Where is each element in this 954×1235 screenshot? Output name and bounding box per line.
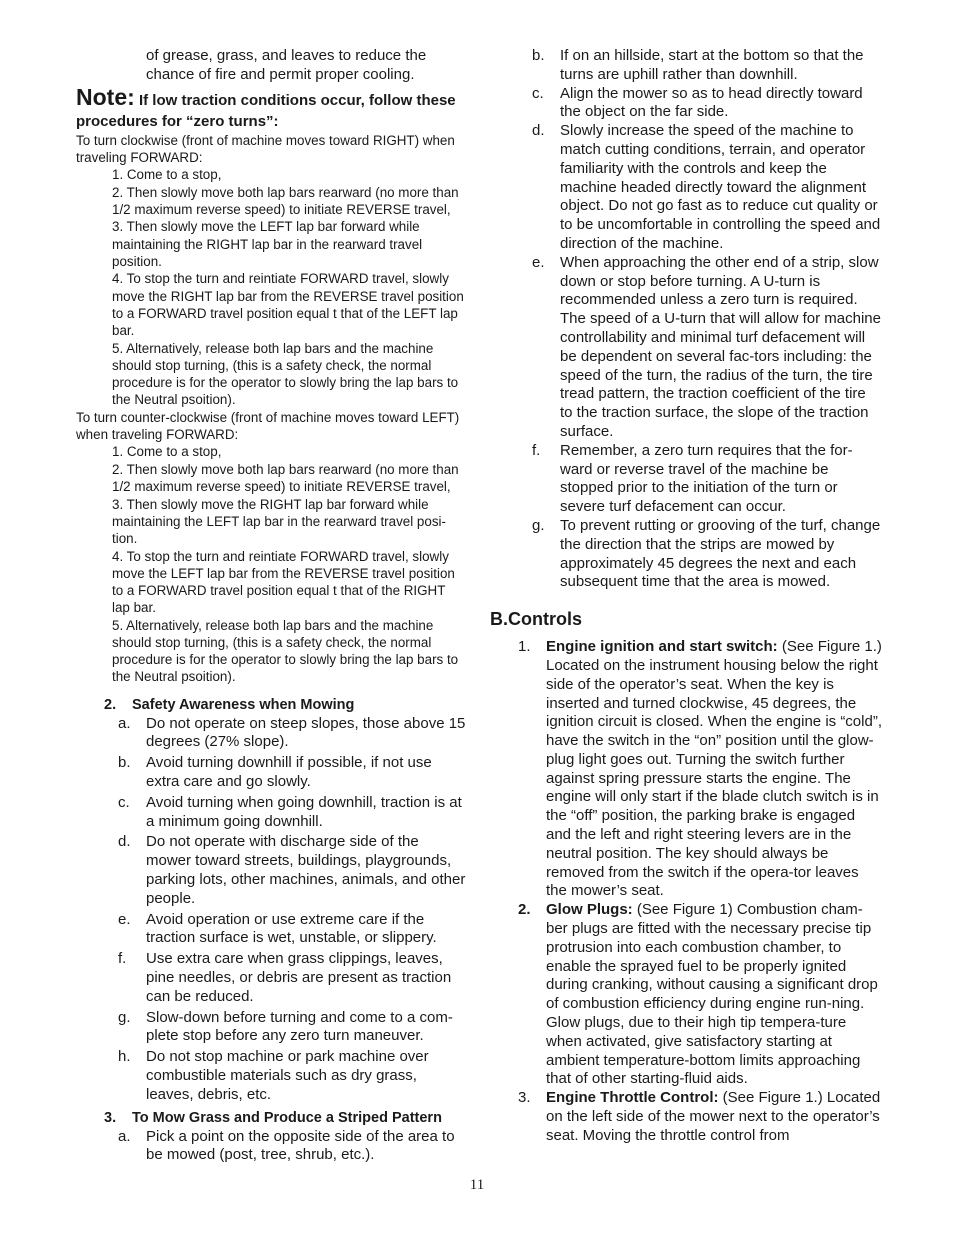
list-item: [118, 715, 466, 753]
continuation-text: of grease, grass, and leaves to reduce the chance of fire and permit proper cooling.: [146, 47, 427, 83]
note-text: If low traction conditions occur, follow these procedures for “zero turns”:: [76, 91, 456, 130]
list-item: [532, 47, 882, 85]
counter-clockwise-steps: [112, 443, 466, 685]
item-text: Slow-down before turning and come to a com-plete stop before any zero turn maneuver.: [146, 1008, 453, 1045]
item-label: a.: [118, 714, 131, 732]
item-text: Do not operate with discharge side of the mower toward streets, buildings, playgrounds, parking lots, other machines, animals, and other people.: [146, 833, 466, 907]
left-column: [76, 47, 466, 1167]
controls-heading: B.Controls: [490, 609, 582, 630]
item-number: 1.: [518, 638, 531, 656]
step-item: 1. Come to a stop,: [112, 444, 222, 460]
step-item: 1. Come to a stop,: [112, 167, 222, 182]
list-item: [118, 833, 466, 908]
clockwise-steps: [112, 166, 466, 408]
item-text: To prevent rutting or grooving of the turf, change the direction that the strips are mowed by approximately 45 degrees the next and each subsequent time that the area is mowed.: [560, 516, 881, 591]
item-label: c.: [118, 793, 130, 811]
section-number: 2.: [104, 696, 117, 713]
item-text: Do not stop machine or park machine over combustible materials such as dry grass, leaves, debris, etc.: [146, 1048, 429, 1103]
list-item: [118, 950, 466, 1006]
item-title: Engine ignition and start switch:: [546, 638, 778, 656]
section-number: 3.: [104, 1109, 117, 1126]
item-label: c.: [532, 84, 544, 102]
counter-clockwise-intro: To turn counter-clockwise (front of machine moves toward LEFT) when traveling FORWARD:: [76, 409, 460, 442]
list-item: [118, 794, 466, 832]
item-text: (See Figure 1.) Located on the instrument housing below the right side of the operator’s seat. When the key is inserted and turned clockwise, 45 degrees, the ignition circuit is closed. When the engine is “cold”, have the switch in the “on” position until the glow-plug light goes out. Turning the switch further against spring pressure starts the engine. The engine will only start if the blade clutch switch is in the “off” position, the parking brake is engaged and the left and right steering levers are in the neutral position. The key should always be removed from the switch if the opera-tor leaves the mower’s seat.: [546, 638, 882, 900]
step-item: 4. To stop the turn and reintiate FORWARD travel, slowly move the LEFT lap bar from the REVERSE travel position to a FORWARD travel position equal t that of the RIGHT lap bar.: [112, 548, 455, 616]
list-item: [118, 1128, 466, 1166]
item-text: Use extra care when grass clippings, leaves, pine needles, or debris are present as traction can be reduced.: [146, 950, 452, 1005]
item-text: When approaching the other end of a strip, slow down or stop before turning. A U-turn is recommended unless a zero turn is required. The speed of a U-turn that will allow for machine controllability and minimal turf defacement will be dependent on several fac-tors including: the speed of the turn, the radius of the turn, the tire tread pattern, the traction coefficient of the tire to the traction surface, the slope of the traction surface.: [560, 253, 881, 440]
list-item: [532, 254, 882, 442]
section-2-list: [118, 715, 466, 1105]
step-item: 2. Then slowly move both lap bars rearward (no more than 1/2 maximum reverse speed) to initiate REVERSE travel,: [112, 461, 459, 494]
page-number: 11: [469, 1177, 485, 1193]
item-text: Avoid turning downhill if possible, if not use extra care and go slowly.: [146, 754, 432, 790]
list-item: [118, 1009, 466, 1047]
section-title: Safety Awareness when Mowing: [132, 696, 355, 713]
list-item: [118, 911, 466, 949]
list-item: [532, 85, 882, 123]
note-label: Note:: [76, 83, 135, 110]
item-label: h.: [118, 1048, 131, 1066]
control-item: [518, 901, 882, 1089]
item-number: 2.: [518, 901, 531, 919]
section-2-heading: [104, 696, 466, 714]
list-item: [532, 442, 882, 517]
item-text: Avoid turning when going downhill, traction is at a minimum going downhill.: [146, 793, 462, 830]
item-label: f.: [118, 950, 127, 968]
step-item: 3. Then slowly move the LEFT lap bar forward while maintaining the RIGHT lap bar in the rearward travel position.: [112, 219, 423, 269]
step-item: 5. Alternatively, release both lap bars and the machine should stop turning, (this is a safety check, the normal procedure is for the operator to slowly bring the lap bars to the Neutral psoition).: [112, 617, 459, 685]
item-label: e.: [118, 910, 131, 928]
item-label: g.: [118, 1008, 131, 1026]
item-text: Do not operate on steep slopes, those above 15 degrees (27% slope).: [146, 714, 466, 751]
control-item: [518, 638, 882, 901]
step-item: 4. To stop the turn and reintiate FORWARD travel, slowly move the RIGHT lap bar from the REVERSE travel position to a FORWARD travel position equal t that of the LEFT lap bar.: [112, 271, 464, 338]
section-3-heading: [104, 1109, 466, 1127]
item-label: b.: [532, 47, 545, 64]
item-text: (See Figure 1.) Located on the left side of the mower next to the operator’s seat. Moving the throttle control from: [546, 1089, 881, 1144]
item-label: d.: [118, 833, 131, 851]
item-label: f.: [532, 441, 541, 459]
item-text: Slowly increase the speed of the machine to match cutting conditions, terrain, and operator familiarity with the controls and keep the machine headed directly toward the alignment object. Do not go fast as to reduce cut quality or to be uncomfortable in controlling the speed and direction of the machine.: [560, 122, 881, 252]
step-item: 2. Then slowly move both lap bars rearward (no more than 1/2 maximum reverse speed) to initiate REVERSE travel,: [112, 184, 459, 217]
item-text: Remember, a zero turn requires that the for-ward or reverse travel of the machine be stopped prior to the initiation of the turn or severe turf defacement can occur.: [560, 441, 853, 516]
clockwise-intro: To turn clockwise (front of machine moves toward RIGHT) when traveling FORWARD:: [76, 132, 455, 165]
section-3-list-continued: [532, 47, 882, 592]
item-label: a.: [118, 1127, 131, 1145]
item-label: b.: [118, 754, 131, 772]
list-item: [118, 1048, 466, 1104]
item-label: e.: [532, 253, 545, 271]
right-column: [490, 47, 882, 1146]
item-text: Avoid operation or use extreme care if the traction surface is wet, unstable, or slippery.: [146, 910, 437, 947]
item-number: 3.: [518, 1089, 531, 1107]
item-text: (See Figure 1) Combustion cham-ber plugs are fitted with the necessary precise tip protrusion into each combustion chamber, to enable the sprayed fuel to be properly ignited during cranking, without causing a significant drop of combustion efficiency during engine run-ning. Glow plugs, due to their high tip tempera-ture when activated, give satisfactory starting at ambient temperature-bottom limits approaching that of other starting-fluid aids.: [546, 901, 878, 1088]
control-item: [518, 1089, 882, 1145]
item-text: Pick a point on the opposite side of the area to be mowed (post, tree, shrub, etc.).: [146, 1127, 455, 1164]
item-label: g.: [532, 516, 545, 534]
item-text: If on an hillside, start at the bottom so that the turns are uphill rather than downhill.: [560, 47, 864, 83]
item-label: d.: [532, 122, 545, 140]
note-heading: [76, 83, 466, 132]
item-text: Align the mower so as to head directly toward the object on the far side.: [560, 84, 863, 121]
list-item: [118, 754, 466, 792]
step-item: 3. Then slowly move the RIGHT lap bar forward while maintaining the LEFT lap bar in the rearward travel posi-tion.: [112, 496, 446, 546]
list-item: [532, 122, 882, 254]
item-title: Glow Plugs:: [546, 901, 633, 919]
list-item: [532, 517, 882, 592]
step-item: 5. Alternatively, release both lap bars and the machine should stop turning, (this is a safety check, the normal procedure is for the operator to slowly bring the lap bars to the Neutral psoition).: [112, 340, 459, 408]
section-3-list: [118, 1128, 466, 1166]
item-title: Engine Throttle Control:: [546, 1089, 719, 1107]
section-title: To Mow Grass and Produce a Striped Pattern: [132, 1109, 442, 1126]
